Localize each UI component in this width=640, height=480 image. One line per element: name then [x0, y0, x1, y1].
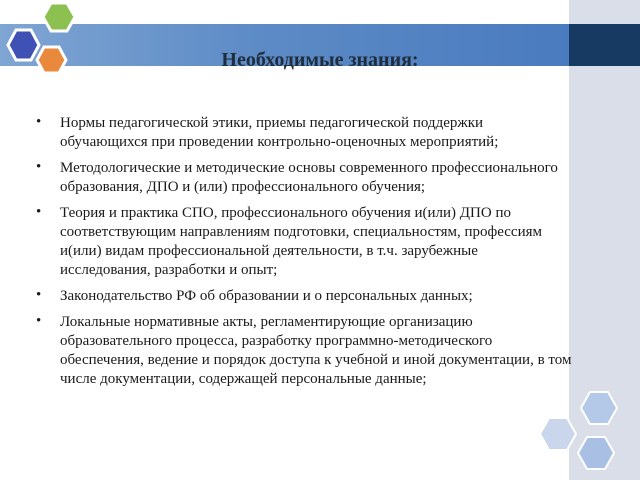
bullet-icon: • — [36, 313, 42, 329]
list-item — [32, 204, 572, 280]
bullet-text: Нормы педагогической этики, приемы педагогической поддержки обучающихся при проведении контрольно-оценочных мероприятий; — [60, 115, 499, 150]
bullet-list — [32, 114, 572, 396]
hexagon-cluster-icon — [530, 385, 640, 480]
bullet-icon: • — [36, 114, 42, 130]
bullet-text: Методологические и методические основы современного профессионального образования, ДПО и (или) профессионального обучения; — [60, 160, 558, 195]
list-item — [32, 159, 572, 197]
bullet-text: Законодательство РФ об образовании и о персональных данных; — [60, 288, 473, 304]
list-item — [32, 287, 572, 306]
bullet-icon: • — [36, 287, 42, 303]
slide-title: Необходимые знания: — [221, 49, 419, 71]
bullet-text: Локальные нормативные акты, регламентирующие организацию образовательного процесса, разработку программно-методического обеспечения, ведение и порядок доступа к учебной и иной документации, в том числе документации, содержащей персональные данные; — [60, 314, 572, 387]
title-band-accent — [569, 24, 640, 66]
list-item — [32, 114, 572, 152]
bullet-text: Теория и практика СПО, профессионального обучения и(или) ДПО по соответствующим направлениям подготовки, специальностям, профессиям и(или) видам профессиональной деятельности, в т.ч. зарубежные исследования, разработки и опыт; — [60, 205, 543, 278]
bullet-icon: • — [36, 204, 42, 220]
hexagon-cluster-icon — [0, 0, 110, 90]
bullet-icon: • — [36, 159, 42, 175]
list-item — [32, 313, 572, 389]
